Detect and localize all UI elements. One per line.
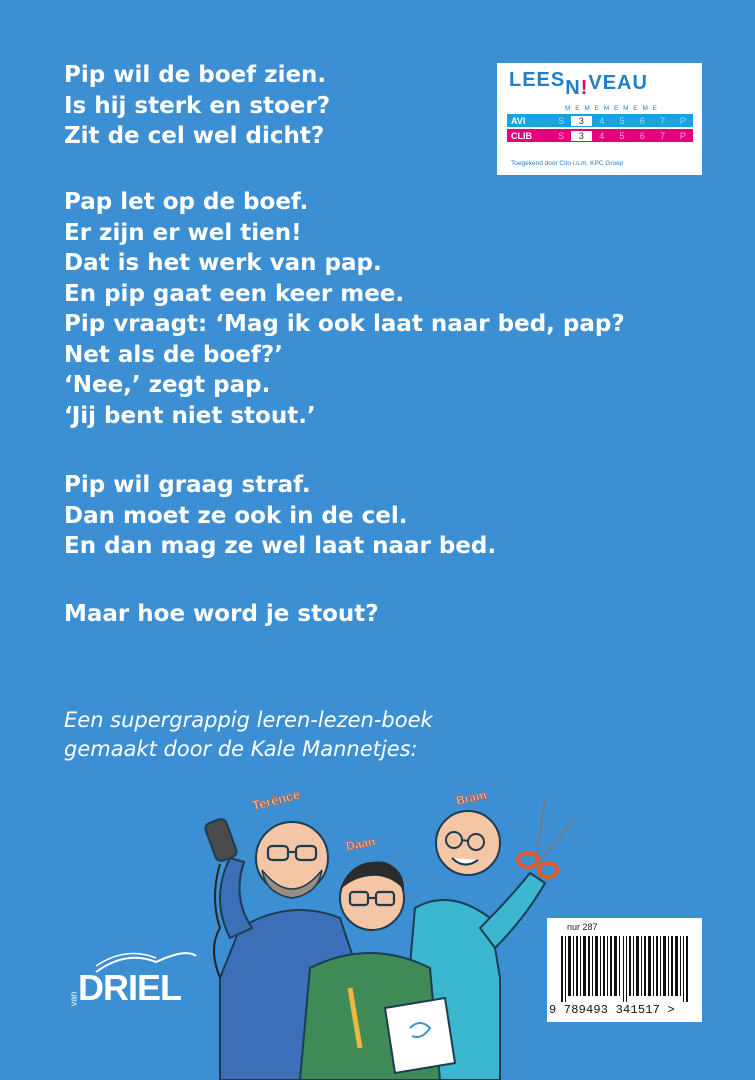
level-cell: 5 xyxy=(619,130,625,141)
level-cell: 7 xyxy=(660,130,666,141)
text-line: Pip wil de boef zien. xyxy=(64,62,327,88)
stanza-3 xyxy=(64,470,496,562)
lees-niveau-title xyxy=(509,69,648,99)
avi-label: AVI xyxy=(511,115,526,126)
name-label-daan: Daan xyxy=(344,834,377,854)
level-cell: 5 xyxy=(619,115,625,126)
authors-illustration xyxy=(200,778,580,1080)
title-part: N xyxy=(565,77,581,99)
text-line: Pap let op de boef. xyxy=(64,189,309,215)
stanza-1 xyxy=(64,60,330,152)
tagline-line: gemaakt door de Kale Mannetjes: xyxy=(64,737,418,761)
clib-label: CLIB xyxy=(511,130,532,141)
text-line: En pip gaat een keer mee. xyxy=(64,280,405,307)
nur-code: nur 287 xyxy=(567,922,598,932)
clib-row xyxy=(507,129,693,142)
level-grid xyxy=(507,105,693,149)
level-cell-selected: 3 xyxy=(571,131,591,141)
text-line: Is hij sterk en stoer? xyxy=(64,92,331,119)
title-part: VEAU xyxy=(588,72,648,94)
level-cell: 6 xyxy=(639,130,645,141)
stanza-2 xyxy=(64,187,625,431)
level-cell: 4 xyxy=(599,115,605,126)
bram-arm xyxy=(480,873,545,948)
text-line: Pip wil graag straf. xyxy=(64,472,311,498)
level-cell-selected: 3 xyxy=(571,116,591,126)
barcode-bars xyxy=(561,936,691,1002)
text-line: Maar hoe word je stout? xyxy=(64,601,379,627)
level-cell: S xyxy=(558,130,565,141)
text-line: Er zijn er wel tien! xyxy=(64,219,302,246)
stanza-4 xyxy=(64,599,379,630)
name-label-bram: Bram xyxy=(454,787,488,808)
publisher-prefix: van xyxy=(68,991,79,1007)
scissors-icon xyxy=(518,800,575,877)
me-header: M E M E M E M E M E xyxy=(565,105,659,112)
publisher-logo xyxy=(66,946,186,1018)
text-line: Net als de boef?’ xyxy=(64,341,283,368)
tagline xyxy=(64,706,433,764)
isbn-number: 9 789493 341517 > xyxy=(549,1003,675,1017)
text-line: ‘Nee,’ zegt pap. xyxy=(64,372,271,398)
terence-arm xyxy=(220,858,252,938)
text-line: En dan mag ze wel laat naar bed. xyxy=(64,533,497,559)
level-cell: S xyxy=(558,115,565,126)
lees-niveau-badge xyxy=(497,63,702,175)
barcode-box xyxy=(547,918,702,1022)
text-line: Dat is het werk van pap. xyxy=(64,250,382,276)
lees-niveau-footer: Toegekend door Cito i.s.m. KPC Groep xyxy=(511,160,624,167)
level-cell: P xyxy=(679,130,686,141)
tagline-line: Een supergrappig leren-lezen-boek xyxy=(64,708,433,732)
level-cell: P xyxy=(679,115,686,126)
text-line: Dan moet ze ook in de cel. xyxy=(64,502,408,529)
text-line: Zit de cel wel dicht? xyxy=(64,123,325,149)
paper-sheet xyxy=(385,998,455,1073)
level-cell: 4 xyxy=(599,130,605,141)
title-part: LEES xyxy=(509,69,566,91)
text-line: ‘Jij bent niet stout.’ xyxy=(64,402,316,429)
level-cell: 7 xyxy=(660,115,666,126)
name-label-terence: Terènce xyxy=(250,786,302,814)
level-cell: 6 xyxy=(639,115,645,126)
publisher-name: DRIEL xyxy=(78,967,181,1008)
avi-row xyxy=(507,114,693,127)
title-exclaim: ! xyxy=(580,77,589,99)
text-line: Pip vraagt: ‘Mag ik ook laat naar bed, pap? xyxy=(64,311,625,337)
